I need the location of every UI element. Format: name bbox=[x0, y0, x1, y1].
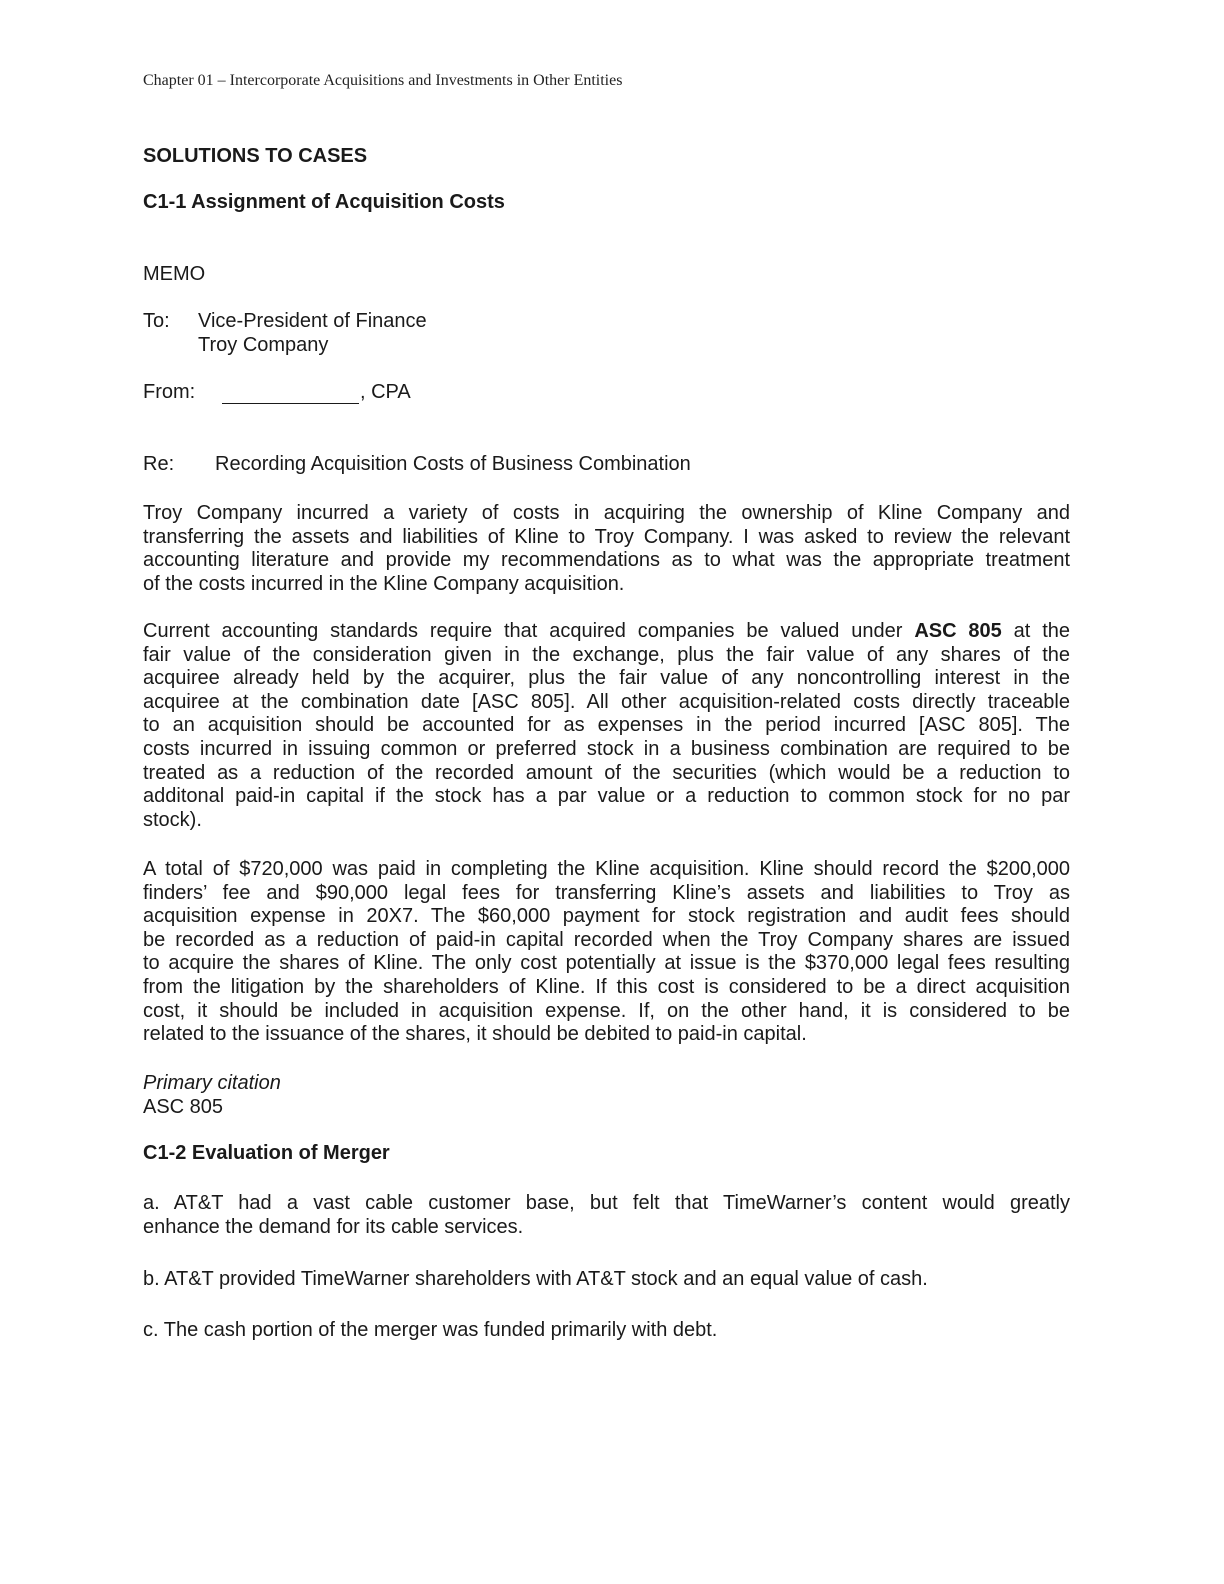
citation-value: ASC 805 bbox=[143, 1096, 224, 1118]
paragraph-line: finders’ fee and $90,000 legal fees for transferring Kline’s assets and liabilities to Troy as bbox=[143, 881, 1070, 904]
paragraph-line: acquiree already held by the acquirer, plus the fair value of any noncontrolling interest in the bbox=[143, 667, 1070, 690]
case-c1-2-title: C1-2 Evaluation of Merger bbox=[143, 1142, 390, 1164]
paragraph-line: acquisition expense in 20X7. The $60,000 payment for stock registration and audit fees should bbox=[143, 905, 1070, 928]
citation-label: Primary citation bbox=[143, 1072, 281, 1094]
paragraph-line: be recorded as a reduction of paid-in capital recorded when the Troy Company shares are issued bbox=[143, 928, 1070, 951]
memo-to-recipient-company: Troy Company bbox=[198, 334, 329, 356]
paragraph-line: additonal paid-in capital if the stock has a par value or a reduction to common stock for no par bbox=[143, 785, 1070, 808]
paragraph-line: a. AT&T had a vast cable customer base, but felt that TimeWarner’s content would greatly bbox=[143, 1192, 1070, 1214]
paragraph-line: transferring the assets and liabilities of Kline to Troy Company. I was asked to review the relevant bbox=[143, 525, 1070, 548]
memo-re-subject: Recording Acquisition Costs of Business Combination bbox=[215, 453, 691, 475]
paragraph-line: to an acquisition should be accounted for as expenses in the period incurred [ASC 805]. The bbox=[143, 714, 1070, 737]
paragraph-line: treated as a reduction of the recorded amount of the securities (which would be a reduction to bbox=[143, 761, 1070, 784]
paragraph-line: accounting literature and provide my recommendations as to what was the appropriate treatment bbox=[143, 549, 1070, 572]
paragraph-line: enhance the demand for its cable services. bbox=[143, 1215, 524, 1238]
paragraph-line: related to the issuance of the shares, it should be debited to paid-in capital. bbox=[143, 1023, 807, 1046]
memo-from-blank-line bbox=[222, 381, 359, 404]
paragraph-line: costs incurred in issuing common or preferred stock in a business combination are required to be bbox=[143, 737, 1070, 760]
paragraph-line: acquiree at the combination date [ASC 805]. All other acquisition-related costs directly traceable bbox=[143, 690, 1070, 713]
answer-b: b. AT&T provided TimeWarner shareholders with AT&T stock and an equal value of cash. bbox=[143, 1268, 928, 1290]
paragraph-line: Current accounting standards require that acquired companies be valued under ASC 805 at the bbox=[143, 620, 1070, 642]
paragraph-line: to acquire the shares of Kline. The only cost potentially at issue is the $370,000 legal fees resulting bbox=[143, 952, 1070, 975]
paragraph-line: from the litigation by the shareholders of Kline. If this cost is considered to be a direct acquisition bbox=[143, 975, 1070, 998]
asc-805-emphasis: ASC 805 bbox=[914, 620, 1002, 642]
answer-c: c. The cash portion of the merger was funded primarily with debt. bbox=[143, 1319, 718, 1341]
memo-re-label: Re: bbox=[143, 453, 175, 475]
paragraph-line: A total of $720,000 was paid in completing the Kline acquisition. Kline should record the $200,000 bbox=[143, 858, 1070, 880]
case-c1-1-title: C1-1 Assignment of Acquisition Costs bbox=[143, 191, 505, 213]
memo-from-suffix: , CPA bbox=[360, 381, 411, 403]
memo-label: MEMO bbox=[143, 263, 206, 285]
paragraph-line: Troy Company incurred a variety of costs in acquiring the ownership of Kline Company and bbox=[143, 502, 1070, 524]
memo-paragraph-2 bbox=[143, 620, 1070, 832]
paragraph-line: of the costs incurred in the Kline Company acquisition. bbox=[143, 572, 625, 595]
memo-paragraph-3 bbox=[143, 858, 1070, 1047]
running-header: Chapter 01 – Intercorporate Acquisitions and Investments in Other Entities bbox=[143, 72, 623, 89]
memo-from-label: From: bbox=[143, 381, 196, 403]
paragraph-line: stock). bbox=[143, 808, 202, 831]
section-title: SOLUTIONS TO CASES bbox=[143, 145, 368, 167]
paragraph-line: cost, it should be included in acquisition expense. If, on the other hand, it is considered to be bbox=[143, 999, 1070, 1022]
answer-a bbox=[143, 1192, 1070, 1239]
memo-to-label: To: bbox=[143, 310, 170, 332]
memo-paragraph-1 bbox=[143, 502, 1070, 596]
paragraph-line: fair value of the consideration given in the exchange, plus the fair value of any shares of the bbox=[143, 643, 1070, 666]
memo-to-recipient-title: Vice-President of Finance bbox=[198, 310, 427, 332]
